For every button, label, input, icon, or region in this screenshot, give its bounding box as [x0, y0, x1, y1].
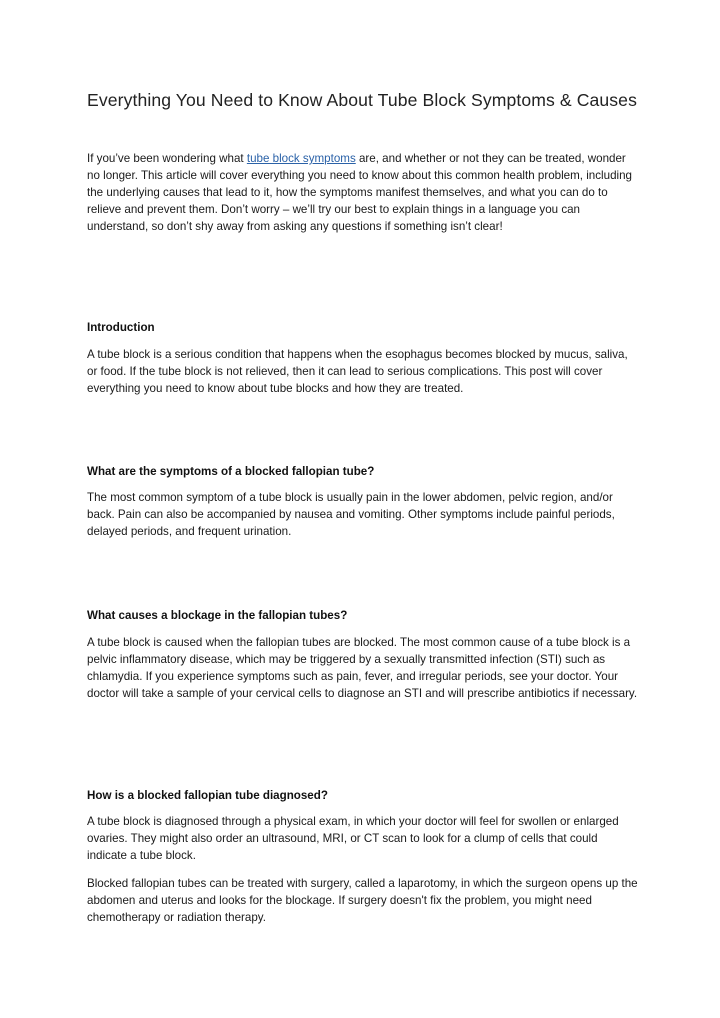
page-title: Everything You Need to Know About Tube Block Symptoms & Causes [87, 90, 637, 110]
section-paragraph-symptoms: The most common symptom of a tube block is usually pain in the lower abdomen, pelvic region, and/or back. Pain can also be accompanied by nausea and vomiting. Other symptoms include painful periods, delayed periods, and frequent urination. [87, 491, 615, 539]
section-heading-introduction: Introduction [87, 321, 155, 334]
section-heading-causes: What causes a blockage in the fallopian tubes? [87, 609, 348, 622]
section-paragraph-introduction: A tube block is a serious condition that happens when the esophagus becomes blocked by mucus, saliva, or food. If the tube block is not relieved, then it can lead to serious complications. This post will cover everything you need to know about tube blocks and how they are treated. [87, 348, 628, 396]
section-heading-diagnosis: How is a blocked fallopian tube diagnosed? [87, 789, 328, 802]
section-paragraph-causes: A tube block is caused when the fallopian tubes are blocked. The most common cause of a tube block is a pelvic inflammatory disease, which may be triggered by a sexually transmitted infection (STI) such as chlamydia. If you experience symptoms such as pain, fever, and irregular periods, see your doctor. Your doctor will take a sample of your cervical cells to diagnose an STI and will prescribe antibiotics if necessary. [87, 636, 638, 701]
section-heading-symptoms: What are the symptoms of a blocked fallopian tube? [87, 465, 375, 478]
section-paragraph-diagnosis-1: A tube block is diagnosed through a physical exam, in which your doctor will feel for swollen or enlarged ovaries. They might also order an ultrasound, MRI, or CT scan to look for a clump of cells that could indicate a tube block. [87, 815, 619, 863]
intro-text-before-link: If you’ve been wondering what [87, 152, 247, 165]
tube-block-symptoms-link[interactable]: tube block symptoms [246, 152, 356, 165]
intro-paragraph [87, 150, 639, 235]
section-paragraph-diagnosis-2: Blocked fallopian tubes can be treated with surgery, called a laparotomy, in which the surgeon opens up the abdomen and uterus and looks for the blockage. If surgery doesn't fix the problem, you might need chemotherapy or radiation therapy. [87, 877, 638, 925]
intro-text-after-link: are, and whether or not they can be treated, wonder no longer. This article will cover everything you need to know about this common health problem, including the underlying causes that lead to it, how the symptoms manifest themselves, and what you can do to relieve and prevent them. Don’t worry – we’ll try our best to explain things in a language you can understand, so don’t shy away from asking any questions if something isn’t clear! [87, 152, 632, 234]
